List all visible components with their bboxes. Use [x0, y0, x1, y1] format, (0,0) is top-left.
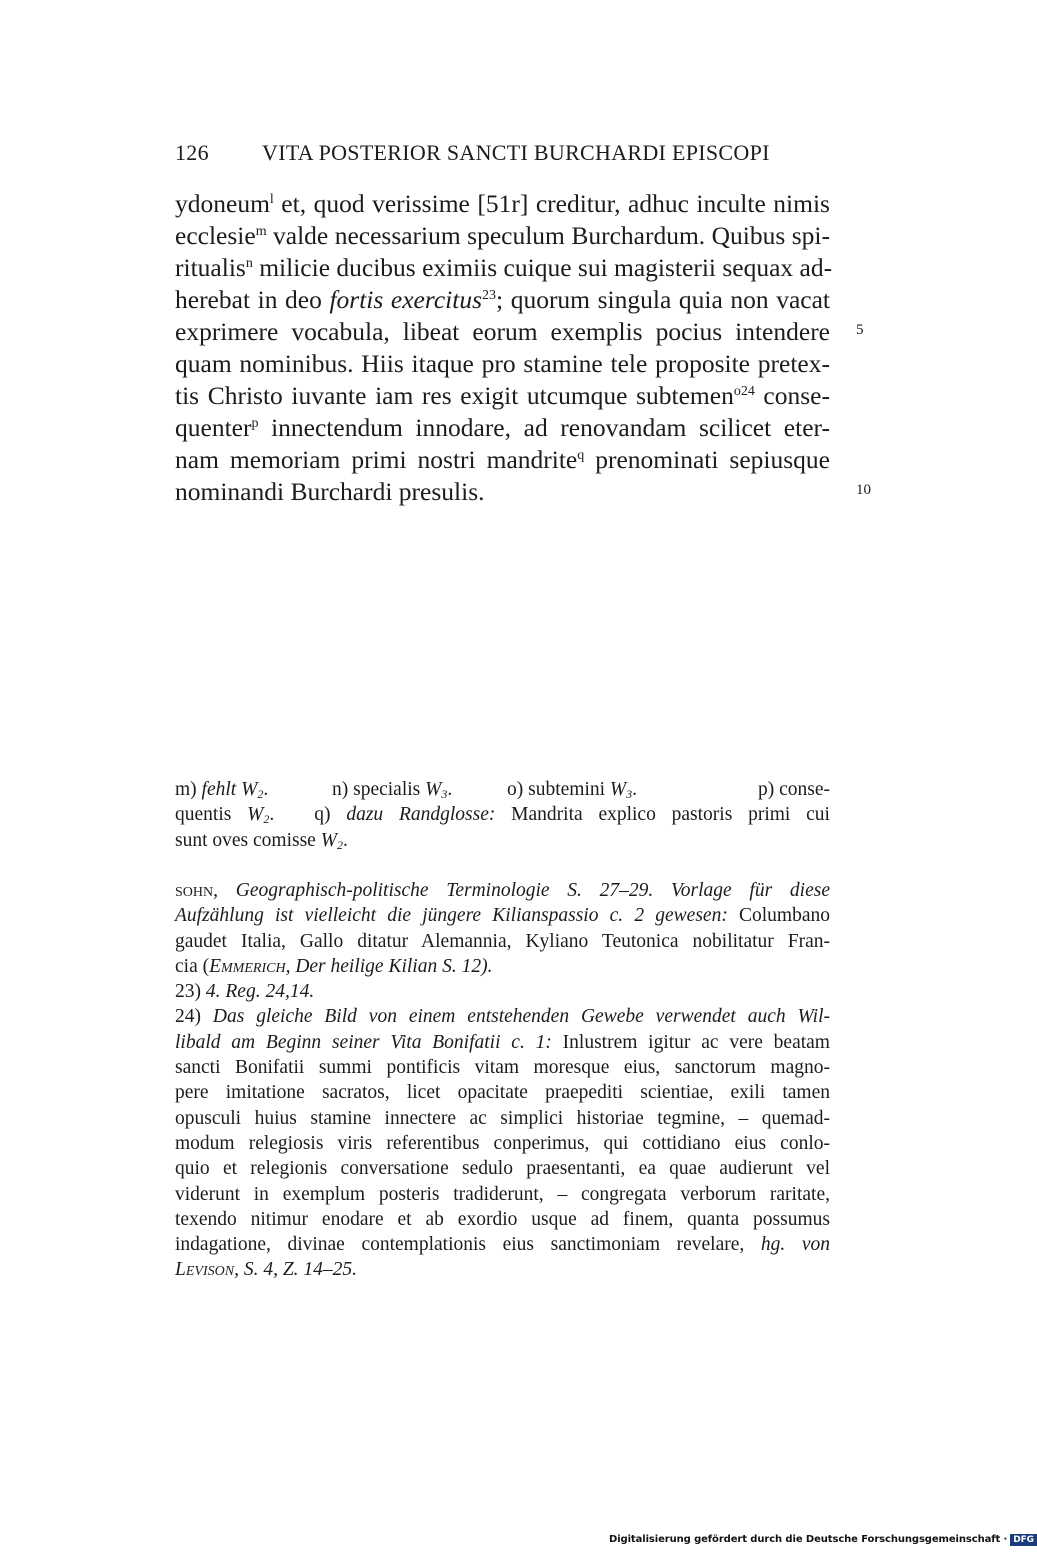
- text-line: nominandi Burchardi presulis.: [175, 477, 485, 506]
- apparatus-line: m) fehlt $W_2$. n) specialis $W_3$. o) subtemini $W_3$. p) conse-: [175, 779, 830, 801]
- footnote-line: quio et relegionis conversatione sedulo praesentanti, ea quae audierunt vel: [175, 1158, 830, 1180]
- running-header: [175, 140, 835, 170]
- critical-apparatus: [175, 777, 830, 853]
- text-line: herebat in deo fortis exercitus$^{23}$; quorum singula quia non vacat: [175, 285, 830, 314]
- running-title: VITA POSTERIOR SANCTI BURCHARDI EPISCOPI: [262, 140, 770, 165]
- text-line: quam nominibus. Hiis itaque pro stamine tele proposite pretex-: [175, 349, 830, 378]
- apparatus-line: quentis $W_2$. q) dazu Randglosse: Mandrita explico pastoris primi cui: [175, 804, 830, 827]
- page-number: 126: [175, 140, 209, 165]
- footnote-line: sohn, Geographisch-politische Terminologie S. 27–29. Vorlage für diese: [175, 880, 830, 901]
- footnote-line: Aufzählung ist vielleicht die jüngere Kilianspassio c. 2 gewesen: Columbano: [175, 905, 831, 927]
- footnote-line: Levison, S. 4, Z. 14–25.: [175, 1259, 358, 1281]
- funding-credit: Digitalisierung gefördert durch die Deutsche Forschungsgemeinschaft · DFG: [609, 1534, 1037, 1546]
- text-line: quenter$^p$ innectendum innodare, ad renovandam scilicet eter-: [175, 413, 830, 442]
- line-number-5: 5: [856, 322, 864, 338]
- apparatus-line: sunt oves comisse $W_2$.: [175, 829, 348, 852]
- text-line: ritualis$^n$ milicie ducibus eximiis cuique sui magisterii sequax ad-: [175, 253, 833, 282]
- footnote-line: 24) Das gleiche Bild von einem entstehenden Gewebe verwendet auch Wil-: [175, 1006, 830, 1028]
- text-line: nam memoriam primi nostri mandrite$^q$ prenominati sepiusque: [175, 445, 830, 474]
- footnote-line: 23) 4. Reg. 24,14.: [175, 981, 315, 1003]
- footnote-line: sancti Bonifatii summi pontificis vitam moresque eius, sanctorum magno-: [175, 1057, 830, 1079]
- dfg-logo: DFG: [1010, 1534, 1037, 1546]
- footnote-line: gaudet Italia, Gallo ditatur Alemannia, Kyliano Teutonica nobilitatur Fran-: [175, 930, 830, 952]
- text-line: ydoneum$^l$ et, quod verissime [51r] creditur, adhuc inculte nimis: [175, 189, 830, 218]
- line-number-10: 10: [856, 482, 871, 498]
- text-line: exprimere vocabula, libeat eorum exemplis pocius intendere: [175, 317, 830, 346]
- main-text: [175, 188, 833, 508]
- footnote-line: modum relegiosis viris referentibus conperimus, qui cottidiano eius conlo-: [175, 1132, 830, 1154]
- footnote-line: libald am Beginn seiner Vita Bonifatii c. 1: Inlustrem igitur ac vere beatam: [175, 1031, 830, 1053]
- text-line: ecclesie$^m$ valde necessarium speculum Burchardum. Quibus spi-: [175, 221, 830, 250]
- footnote-line: texendo nitimur enodare et ab exordio usque ad finem, quanta possumus: [175, 1208, 830, 1230]
- footnote-line: cia (Emmerich, Der heilige Kilian S. 12).: [175, 955, 493, 977]
- footnote-line: opusculi huius stamine innectere ac simplici historiae tegmine, – quemad-: [175, 1107, 830, 1129]
- footnote-line: viderunt in exemplum posteris tradiderunt, – congregata verborum raritate,: [175, 1183, 830, 1205]
- text-line: tis Christo iuvante iam res exigit utcumque subtemen$^{o24}$ conse-: [175, 381, 830, 410]
- footnotes: [175, 878, 830, 1283]
- footnote-line: pere imitatione sacratos, licet opacitate praepediti scientiae, exili tamen: [175, 1082, 830, 1104]
- footnote-line: indagatione, divinae contemplationis eius sanctimoniam revelare, hg. von: [175, 1234, 830, 1256]
